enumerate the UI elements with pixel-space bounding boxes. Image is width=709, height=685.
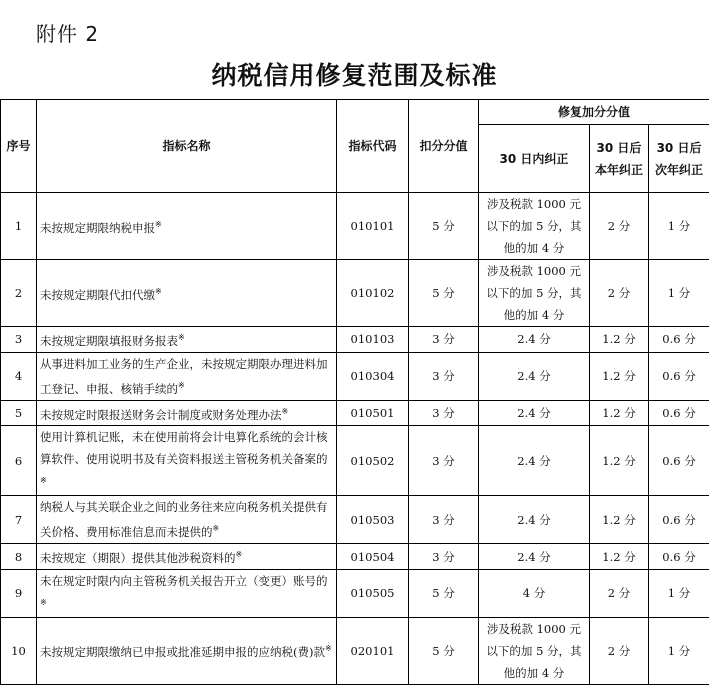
row-indicator-name: 纳税人与其关联企业之间的业务往来应向税务机关提供有关价格、费用标准信息而未提供的※ (37, 496, 337, 544)
row-deduct-points: 3 分 (409, 352, 479, 400)
row-after-30-this-year: 2 分 (590, 569, 649, 617)
document-title: 纳税信用修复范围及标准 (0, 56, 709, 92)
header-seq: 序号 (1, 100, 37, 193)
row-after-30-next-year: 1 分 (649, 260, 709, 327)
row-indicator-name: 未按规定期限代扣代缴※ (37, 260, 337, 327)
row-indicator-name: 未按规定期限填报财务报表※ (37, 327, 337, 353)
row-after-30-this-year: 1.2 分 (590, 496, 649, 544)
row-within-30-days: 2.4 分 (479, 352, 590, 400)
row-indicator-name: 未按规定期限纳税申报※ (37, 193, 337, 260)
header-indicator-name: 指标名称 (37, 100, 337, 193)
row-after-30-next-year: 0.6 分 (649, 426, 709, 496)
footnote-mark: ※ (213, 524, 220, 533)
row-after-30-this-year: 2 分 (590, 617, 649, 684)
row-within-30-days: 2.4 分 (479, 400, 590, 426)
header-indicator-code: 指标代码 (337, 100, 409, 193)
row-after-30-next-year: 1 分 (649, 193, 709, 260)
footnote-mark: ※ (236, 550, 243, 559)
row-deduct-points: 3 分 (409, 496, 479, 544)
row-indicator-code: 010503 (337, 496, 409, 544)
row-within-30-days: 4 分 (479, 569, 590, 617)
row-within-30-days: 2.4 分 (479, 496, 590, 544)
footnote-mark: ※ (178, 333, 185, 342)
row-after-30-next-year: 0.6 分 (649, 544, 709, 570)
row-after-30-this-year: 1.2 分 (590, 426, 649, 496)
row-deduct-points: 3 分 (409, 327, 479, 353)
attachment-label: 附件 2 (36, 18, 99, 47)
row-after-30-next-year: 1 分 (649, 569, 709, 617)
row-indicator-code: 010501 (337, 400, 409, 426)
row-deduct-points: 5 分 (409, 260, 479, 327)
footnote-mark: ※ (40, 598, 47, 607)
row-after-30-next-year: 0.6 分 (649, 496, 709, 544)
footnote-mark: ※ (282, 407, 289, 416)
row-indicator-code: 020101 (337, 617, 409, 684)
row-after-30-this-year: 2 分 (590, 193, 649, 260)
row-after-30-next-year: 1 分 (649, 617, 709, 684)
row-within-30-days: 2.4 分 (479, 327, 590, 353)
row-after-30-this-year: 1.2 分 (590, 544, 649, 570)
row-after-30-this-year: 2 分 (590, 260, 649, 327)
table-row (1, 496, 709, 544)
row-after-30-this-year: 1.2 分 (590, 327, 649, 353)
row-after-30-this-year: 1.2 分 (590, 352, 649, 400)
row-within-30-days: 涉及税款 1000 元以下的加 5 分，其他的加 4 分 (479, 193, 590, 260)
header-repair-points: 修复加分分值 (479, 100, 709, 125)
row-after-30-next-year: 0.6 分 (649, 352, 709, 400)
row-indicator-code: 010102 (337, 260, 409, 327)
row-seq: 4 (1, 352, 37, 400)
row-after-30-next-year: 0.6 分 (649, 327, 709, 353)
row-indicator-name: 未按规定（期限）提供其他涉税资料的※ (37, 544, 337, 570)
footnote-mark: ※ (40, 476, 47, 485)
row-indicator-name: 未按规定时限报送财务会计制度或财务处理办法※ (37, 400, 337, 426)
header-deduct-points: 扣分分值 (409, 100, 479, 193)
row-deduct-points: 5 分 (409, 193, 479, 260)
row-indicator-code: 010304 (337, 352, 409, 400)
row-seq: 3 (1, 327, 37, 353)
table-row (1, 426, 709, 496)
row-within-30-days: 2.4 分 (479, 544, 590, 570)
table-row (1, 544, 709, 570)
row-after-30-next-year: 0.6 分 (649, 400, 709, 426)
row-within-30-days: 2.4 分 (479, 426, 590, 496)
table-row (1, 617, 709, 684)
header-within-30-days: 30 日内纠正 (479, 125, 590, 193)
row-indicator-code: 010103 (337, 327, 409, 353)
table-row (1, 352, 709, 400)
header-after-30-this-year: 30 日后本年纠正 (590, 125, 649, 193)
row-seq: 8 (1, 544, 37, 570)
table-row (1, 260, 709, 327)
row-seq: 7 (1, 496, 37, 544)
footnote-mark: ※ (155, 220, 162, 229)
table-row (1, 569, 709, 617)
row-indicator-name: 从事进料加工业务的生产企业，未按规定期限办理进料加工登记、申报、核销手续的※ (37, 352, 337, 400)
table-row (1, 327, 709, 353)
row-indicator-code: 010505 (337, 569, 409, 617)
row-seq: 10 (1, 617, 37, 684)
row-deduct-points: 3 分 (409, 400, 479, 426)
row-seq: 9 (1, 569, 37, 617)
footnote-mark: ※ (178, 381, 185, 390)
repair-standards-table (0, 99, 709, 685)
row-indicator-code: 010502 (337, 426, 409, 496)
footnote-mark: ※ (155, 287, 162, 296)
row-seq: 6 (1, 426, 37, 496)
row-seq: 1 (1, 193, 37, 260)
row-indicator-code: 010101 (337, 193, 409, 260)
header-after-30-next-year: 30 日后次年纠正 (649, 125, 709, 193)
row-seq: 5 (1, 400, 37, 426)
row-seq: 2 (1, 260, 37, 327)
row-indicator-name: 使用计算机记账，未在使用前将会计电算化系统的会计核算软件、使用说明书及有关资料报送主管税务机关备案的※ (37, 426, 337, 496)
row-within-30-days: 涉及税款 1000 元以下的加 5 分，其他的加 4 分 (479, 260, 590, 327)
row-deduct-points: 3 分 (409, 544, 479, 570)
row-deduct-points: 5 分 (409, 617, 479, 684)
row-indicator-code: 010504 (337, 544, 409, 570)
row-indicator-name: 未在规定时限内向主管税务机关报告开立（变更）账号的※ (37, 569, 337, 617)
row-deduct-points: 3 分 (409, 426, 479, 496)
table-row (1, 193, 709, 260)
table-row (1, 400, 709, 426)
row-deduct-points: 5 分 (409, 569, 479, 617)
footnote-mark: ※ (325, 644, 332, 653)
row-indicator-name: 未按规定期限缴纳已申报或批准延期申报的应纳税(费)款※ (37, 617, 337, 684)
row-after-30-this-year: 1.2 分 (590, 400, 649, 426)
row-within-30-days: 涉及税款 1000 元以下的加 5 分，其他的加 4 分 (479, 617, 590, 684)
